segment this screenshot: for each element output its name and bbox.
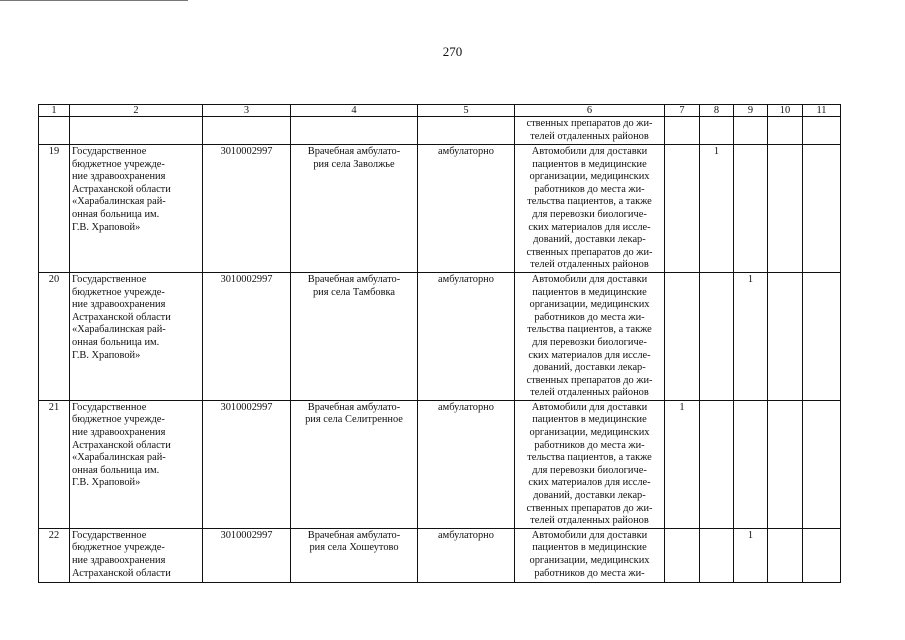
count-col-9: 1 (734, 528, 768, 582)
count-col-10 (768, 528, 803, 582)
count-col-9 (734, 400, 768, 528)
facility-name (291, 400, 418, 528)
organization-line: «Харабалинская рай- (72, 324, 166, 336)
header-cell: 2 (70, 105, 203, 117)
description-line: пациентов в медицинские (532, 414, 647, 426)
header-cell: 11 (803, 105, 841, 117)
organization-code: 3010002997 (203, 528, 291, 582)
description-line: телей отдаленных районов (530, 259, 649, 271)
cell-empty (203, 117, 291, 145)
table-row (39, 272, 841, 400)
header-cell: 9 (734, 105, 768, 117)
description-line: для перевозки биологиче- (532, 464, 647, 476)
count-col-7 (665, 145, 700, 273)
count-col-9 (734, 145, 768, 273)
header-row (39, 105, 841, 117)
facility-line: Врачебная амбулато- (307, 401, 401, 413)
organization-line: Государственное (72, 273, 147, 285)
description-line: для перевозки биологиче- (532, 208, 647, 220)
organization-code: 3010002997 (203, 272, 291, 400)
continuation-row (39, 117, 841, 145)
organization-line: ние здравоохранения (72, 555, 166, 566)
organization-line: Государственное (72, 401, 147, 413)
organization-line: Астраханской области (72, 439, 171, 451)
vehicle-description (515, 145, 665, 273)
description-line: телей отдаленных районов (530, 387, 649, 399)
organization-name (70, 145, 203, 273)
organization-line: Г.В. Храповой» (72, 349, 141, 361)
row-number: 19 (39, 145, 70, 273)
description-line: Автомобили для доставки (531, 273, 648, 285)
facility-line: рия села Тамбовка (312, 286, 396, 298)
count-col-11 (803, 528, 841, 582)
description-line: организации, медицинских (529, 171, 650, 183)
description-line: тельства пациентов, а также (527, 196, 652, 208)
care-type: амбулаторно (418, 145, 515, 273)
header-cell: 5 (418, 105, 515, 117)
organization-line: бюджетное учрежде- (72, 158, 165, 170)
count-col-8 (700, 272, 734, 400)
description-line: телей отдаленных районов (530, 130, 649, 142)
description-line: ских материалов для иссле- (528, 221, 651, 233)
table-row (39, 400, 841, 528)
description-line: организации, медицинских (529, 299, 650, 311)
count-col-8 (700, 400, 734, 528)
description-line: Автомобили для доставки (531, 529, 648, 541)
description-line: тельства пациентов, а также (527, 452, 652, 464)
table-row (39, 528, 841, 582)
table-row (39, 145, 841, 273)
header-cell: 3 (203, 105, 291, 117)
facility-line: Врачебная амбулато- (307, 146, 401, 157)
organization-line: ние здравоохранения (72, 171, 166, 183)
page-number: 270 (442, 44, 463, 59)
description-line: ских материалов для иссле- (528, 477, 651, 489)
cell-empty (734, 117, 768, 145)
cell-empty (665, 117, 700, 145)
care-type: амбулаторно (418, 528, 515, 582)
header-cell: 8 (700, 105, 734, 117)
organization-line: Астраханской области (72, 567, 171, 579)
organization-line: Астраханской области (72, 183, 171, 195)
count-col-7 (665, 272, 700, 400)
vehicle-description (515, 400, 665, 528)
facility-line: рия села Заволжье (313, 158, 395, 170)
description-line: работников до места жи- (534, 439, 645, 451)
description-line: Автомобили для доставки (531, 401, 648, 413)
organization-line: Государственное (72, 529, 147, 541)
organization-line: онная больница им. (72, 336, 160, 348)
cell-empty (803, 117, 841, 145)
organization-name (70, 400, 203, 528)
description-line: тельства пациентов, а также (527, 324, 652, 336)
count-col-10 (768, 272, 803, 400)
organization-line: Астраханской области (72, 311, 171, 323)
description-line: дований, доставки лекар- (533, 490, 646, 502)
facility-name (291, 145, 418, 273)
count-col-10 (768, 400, 803, 528)
organization-line: бюджетное учрежде- (72, 542, 165, 554)
facility-name (291, 272, 418, 400)
care-type: амбулаторно (418, 400, 515, 528)
description-line: пациентов в медицинские (532, 158, 647, 170)
description-line: Автомобили для доставки (531, 146, 648, 157)
cell-empty (39, 117, 70, 145)
header-cell: 4 (291, 105, 418, 117)
organization-line: «Харабалинская рай- (72, 452, 166, 464)
description-line: ственных препаратов до жи- (526, 502, 653, 514)
cell-empty (70, 117, 203, 145)
header-cell: 6 (515, 105, 665, 117)
organization-line: ние здравоохранения (72, 427, 166, 439)
description-line: пациентов в медицинские (532, 286, 647, 298)
description-line: работников до места жи- (534, 183, 645, 195)
cell-empty (700, 117, 734, 145)
cell-empty (768, 117, 803, 145)
description-line: работников до места жи- (534, 567, 645, 579)
vehicle-description (515, 272, 665, 400)
count-col-11 (803, 145, 841, 273)
cell-empty (291, 117, 418, 145)
description-line: для перевозки биологиче- (532, 336, 647, 348)
description-line: ских материалов для иссле- (528, 349, 651, 361)
description-line: организации, медицинских (529, 555, 650, 566)
header-cell: 7 (665, 105, 700, 117)
description-line: организации, медицинских (529, 427, 650, 439)
row-number: 21 (39, 400, 70, 528)
count-col-10 (768, 145, 803, 273)
facility-name (291, 528, 418, 582)
top-rule (0, 0, 188, 1)
care-type: амбулаторно (418, 272, 515, 400)
organization-line: Г.В. Храповой» (72, 477, 141, 489)
organization-line: бюджетное учрежде- (72, 286, 165, 298)
count-col-8 (700, 528, 734, 582)
count-col-9: 1 (734, 272, 768, 400)
organization-code: 3010002997 (203, 400, 291, 528)
organization-line: «Харабалинская рай- (72, 196, 166, 208)
count-col-8: 1 (700, 145, 734, 273)
description-line: дований, доставки лекар- (533, 362, 646, 374)
description-line: работников до места жи- (534, 311, 645, 323)
description-line: дований, доставки лекар- (533, 234, 646, 246)
count-col-7: 1 (665, 400, 700, 528)
organization-line: онная больница им. (72, 208, 160, 220)
organization-name (70, 528, 203, 582)
organization-line: Государственное (72, 146, 147, 157)
count-col-11 (803, 400, 841, 528)
row-number: 20 (39, 272, 70, 400)
header-cell: 1 (39, 105, 70, 117)
register-table (38, 104, 841, 583)
count-col-7 (665, 528, 700, 582)
organization-line: ние здравоохранения (72, 299, 166, 311)
description-line: ственных препаратов до жи- (526, 374, 653, 386)
organization-code: 3010002997 (203, 145, 291, 273)
organization-line: онная больница им. (72, 464, 160, 476)
count-col-11 (803, 272, 841, 400)
facility-line: Врачебная амбулато- (307, 529, 401, 541)
facility-line: рия села Селитренное (305, 414, 403, 426)
organization-line: Г.В. Храповой» (72, 221, 141, 233)
description-line: ственных препаратов до жи- (526, 118, 653, 129)
organization-line: бюджетное учрежде- (72, 414, 165, 426)
row-number: 22 (39, 528, 70, 582)
facility-line: Врачебная амбулато- (307, 273, 401, 285)
continuation-description (515, 117, 665, 145)
description-line: телей отдаленных районов (530, 515, 649, 527)
facility-line: рия села Хошеутово (309, 542, 399, 554)
cell-empty (418, 117, 515, 145)
table-body (39, 105, 841, 583)
description-line: ственных препаратов до жи- (526, 246, 653, 258)
organization-name (70, 272, 203, 400)
header-cell: 10 (768, 105, 803, 117)
vehicle-description (515, 528, 665, 582)
description-line: пациентов в медицинские (532, 542, 647, 554)
